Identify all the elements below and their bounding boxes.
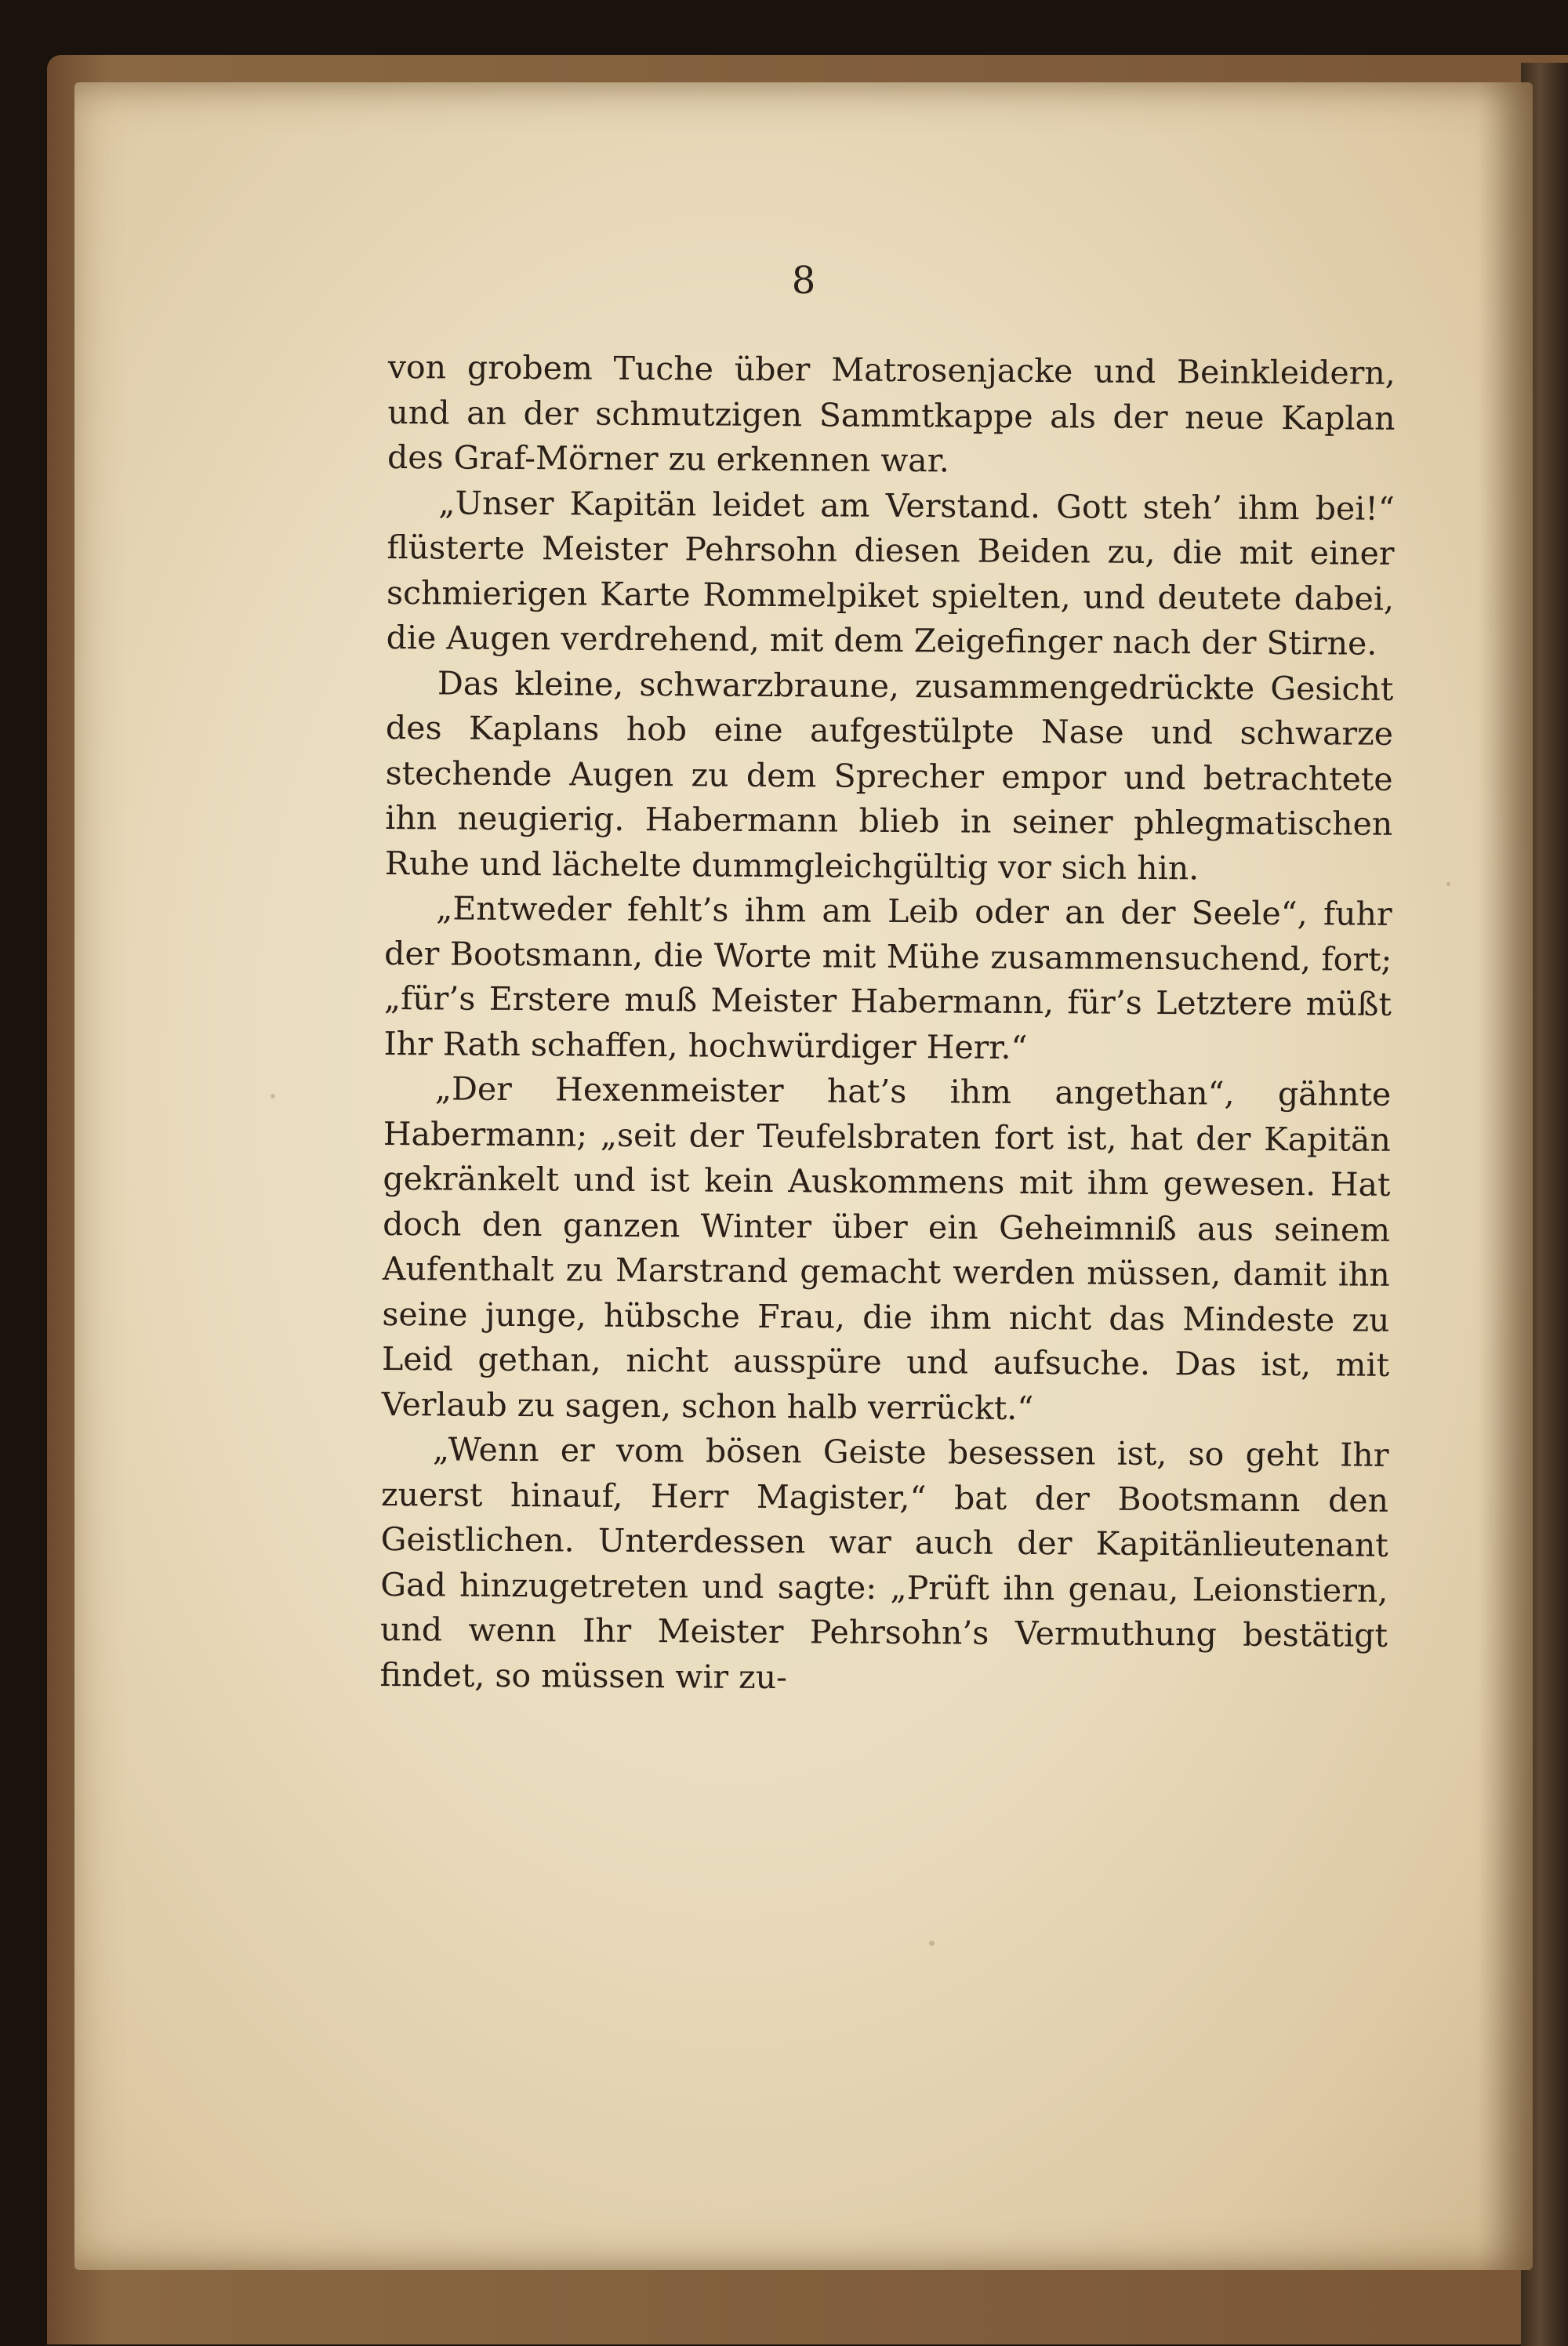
paragraph: „Der Hexenmeister hat’s ihm angethan“, gähnte Habermann; „seit der Teufelsbraten fort ist, hat der Kapitän gekränkelt und ist kein Auskommens mit ihm gewesen. Hat doch den ganzen Winter über ein Geheimniß aus seinem Aufenthalt zu Marstrand gemacht werden müssen, damit ihn seine junge, hübsche Frau, die ihm nicht das Mindeste zu Leid gethan, nicht ausspüre und aufsuche. Das ist, mit Verlaub zu sagen, schon halb verrückt.“ — [381, 1070, 1392, 1427]
paragraph: „Unser Kapitän leidet am Verstand. Gott steh’ ihm bei!“ flüsterte Meister Pehrsohn diesen Beiden zu, die mit einer schmierigen Karte Rommelpiket spielten, und deutete dabei, die Augen verdrehend, mit dem Zeigefinger nach der Stirne. — [386, 483, 1395, 663]
page-number: 8 — [791, 259, 816, 303]
paragraph: „Wenn er vom bösen Geiste besessen ist, so geht Ihr zuerst hinauf, Herr Magister,“ bat der Bootsmann den Geistlichen. Unterdessen war auch der Kapitänlieutenant Gad hinzugetreten und sagte: „Prüft ihn genau, Leionstiern, und wenn Ihr Meister Pehrsohn’s Vermuthung bestätigt findet, so müssen wir zu- — [379, 1430, 1389, 1696]
paragraph: Das kleine, schwarzbraune, zusammengedrückte Gesicht des Kaplans hob eine aufgestülpte Nase und schwarze stechende Augen zu dem Sprecher empor und betrachtete ihn neugierig. Habermann blieb in seiner phlegmatischen Ruhe und lächelte dummgleichgültig vor sich hin. — [384, 663, 1394, 887]
body-text — [379, 345, 1396, 1704]
paper-spot — [929, 1941, 935, 1946]
paper-spot — [270, 1094, 275, 1099]
paper-spot — [1446, 882, 1450, 886]
paragraph: von grobem Tuche über Matrosenjacke und Beinkleidern, und an der schmutzigen Sammtkappe als der neue Kaplan des Graf-Mörner zu erkennen war. — [387, 347, 1396, 480]
book-page — [74, 82, 1533, 2270]
paragraph: „Entweder fehlt’s ihm am Leib oder an der Seele“, fuhr der Bootsmann, die Worte mit Mühe zusammensuchend, fort; „für’s Erstere muß Meister Habermann, für’s Letztere müßt Ihr Rath schaffen, hochwürdiger Herr.“ — [383, 889, 1392, 1066]
